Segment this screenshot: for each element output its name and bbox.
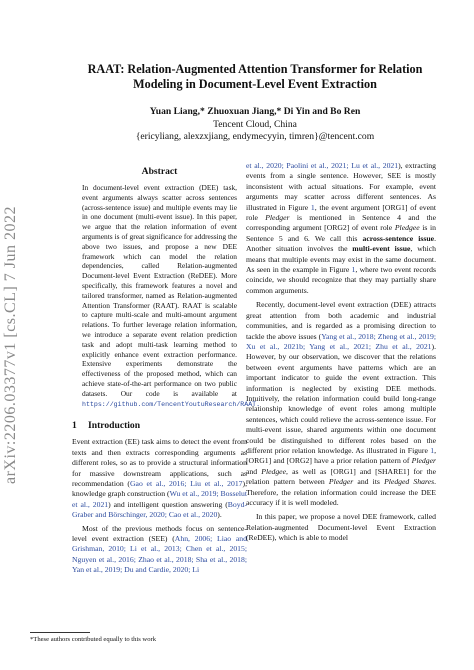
text: and — [246, 466, 262, 476]
intro-paragraph-1 — [72, 437, 247, 520]
figure-link[interactable]: 1 — [430, 445, 435, 455]
figure-link[interactable]: 1 — [310, 202, 315, 212]
intro-paragraph-2-continued — [246, 161, 436, 296]
author-emails: {ericyliang, alexzxjiang, endymecyyin, timren}@tencent.com — [135, 131, 375, 142]
text: , as well as [ORG1] and [SHARE1] for the relation pattern between — [246, 466, 436, 487]
citation-link[interactable]: Yang et al., 2018; Zheng et al., 2019; Xu et al., 2021b; Yang et al., 2021; Zhu et al., 2021 — [246, 331, 437, 351]
code-link[interactable]: https://github.com/TencentYoutuResearch/RAAT. — [82, 400, 261, 408]
author-block — [60, 106, 450, 144]
text: , [ORG1] and [ORG2] have a prior relation pattern of — [246, 445, 436, 466]
term: multi-event issue — [352, 244, 411, 254]
citation-link[interactable]: et al., 2020; Paolini et al., 2021; Lu et al., 2021 — [246, 161, 399, 170]
role-name: Pledgee — [261, 466, 287, 476]
text: . Therefore, the relation information could increase the DEE accuracy if it is well modeled. — [246, 477, 436, 507]
figure-link[interactable]: 1 — [351, 265, 356, 275]
text: Event extraction (EE) task aims to detect the event from texts and then extracts corresponding arguments as different roles, so as to provide a structural information for massive downstream applications, such as recommendation ( — [72, 437, 247, 488]
text: , which means that multiple events may exist in the same document. As seen in the example in Figure — [246, 244, 436, 275]
title-line-1: RAAT: Relation-Augmented Attention Transformer for Relation — [87, 62, 423, 76]
text: . Another situation involves the — [246, 233, 436, 254]
text: ). However, by our observation, we discover that the relations between event arguments have patterns which are an important indicator to guide the event extraction. This information is neglected by existing DEE methods. Intuitively, the relation information could build long-range relationship knowledge of event roles among multiple sentences, which could relieve the across-sentence issue. For multi-event issue, shared arguments within one document could be distinguished to different roles based on the different prior relation knowledge. As illustrated in Figure — [246, 341, 436, 455]
citation-link[interactable]: Ahn, 2006; Liao and Grishman, 2010; Li et al., 2013; Chen et al., 2015; Nguyen et al., 2016; Zhao et al., 2018; Sha et al., 2018; Yan et al., 2019; Du and Cardie, 2020; Li — [72, 533, 247, 575]
text: is mentioned in Sentence 4 and the corresponding argument [ORG2] of event role — [246, 213, 437, 233]
citation-link[interactable]: Boyd-Graber and Börschinger, 2020; Cao et al., 2020 — [72, 499, 247, 520]
text: , where two event records coincide, we should recognize that they may partially share common arguments. — [246, 265, 436, 295]
title-line-2: Modeling in Document-Level Event Extraction — [133, 77, 377, 91]
section-heading-introduction — [72, 420, 247, 431]
abstract-text: In document-level event extraction (DEE) task, event arguments always scatter across sentences (across-sentence issue) and multiple events may lie in one document (multi-event issue). In this paper, we argue that the relation information of event arguments is of great significance for addressing the above two issues, and propose a new DEE framework which can model the relation dependencies, called Relation-augmented Document-level Event Extraction (ReDEE). More specifically, this framework features a novel and tailored transformer, named as Relation-augmented Attention Transformer (RAAT). RAAT is scalable to capture multi-scale and multi-amount argument relations. To further leverage relation information, we introduce a separate event relation prediction task and adopt multi-task learning method to explicitly enhance event extraction performance. Extensive experiments demonstrate the effectiveness of the proposed method, which can achieve state-of-the-art performance on two public datasets. Our code is available at — [82, 183, 237, 398]
section-title: Introduction — [88, 420, 141, 432]
role-name: Pledgee — [394, 223, 420, 233]
text: ). — [217, 510, 222, 520]
author-names: Yuan Liang,* Zhuoxuan Jiang,* Di Yin and Bo Ren — [149, 106, 361, 117]
intro-paragraph-4: In this paper, we propose a novel DEE framework, called Relation-augmented Document-level Event Extraction (ReDEE), which is able to model — [246, 512, 436, 543]
abstract-body — [72, 183, 261, 409]
left-column — [72, 160, 261, 576]
role-name: Pledger — [411, 456, 436, 466]
text: Recently, document-level event extraction (DEE) attracts great attention from both academic and industrial communities, and is regarded as a promising direction to tackle the above issues ( — [246, 300, 436, 341]
footnote-divider — [30, 632, 90, 633]
section-number: 1 — [72, 420, 77, 432]
role-name: Pledger — [328, 477, 354, 487]
text: ), extracting events from a single sentence. However, SEE is mostly inconsistent with actual situations. For example, event arguments may scatter across different sentences. As illustrated in Figure — [246, 161, 436, 212]
citation-link[interactable]: Gao et al., 2016; Liu et al., 2017 — [129, 478, 243, 488]
text: and its — [353, 477, 385, 487]
footnote: *These authors contributed equally to this work — [30, 636, 156, 643]
text: is in Sentence 5 and 6. We call this — [246, 223, 436, 243]
intro-paragraph-3 — [246, 300, 436, 508]
intro-paragraph-2 — [72, 524, 247, 576]
text: Most of the previous methods focus on sentence-level event extraction (SEE) ( — [72, 523, 247, 543]
role-name: Pledged Shares — [384, 477, 435, 487]
role-name: Pledger — [265, 213, 290, 223]
arxiv-identifier: arXiv:2206.03377v1 [cs.CL] 7 Jun 2022 — [2, 205, 19, 485]
citation-link[interactable]: Wu et al., 2019; Bosselut et al., 2021 — [72, 489, 247, 509]
paper-title — [60, 62, 450, 92]
affiliation: Tencent Cloud, China — [213, 118, 297, 130]
text: , the event argument [ORG1] of event role — [246, 202, 436, 223]
right-column — [246, 161, 436, 548]
abstract-heading: Abstract — [141, 166, 178, 177]
text: ), knowledge graph construction ( — [72, 478, 248, 499]
term: across-sentence issue — [362, 233, 435, 243]
text: ) and intelligent question answering ( — [108, 499, 228, 509]
